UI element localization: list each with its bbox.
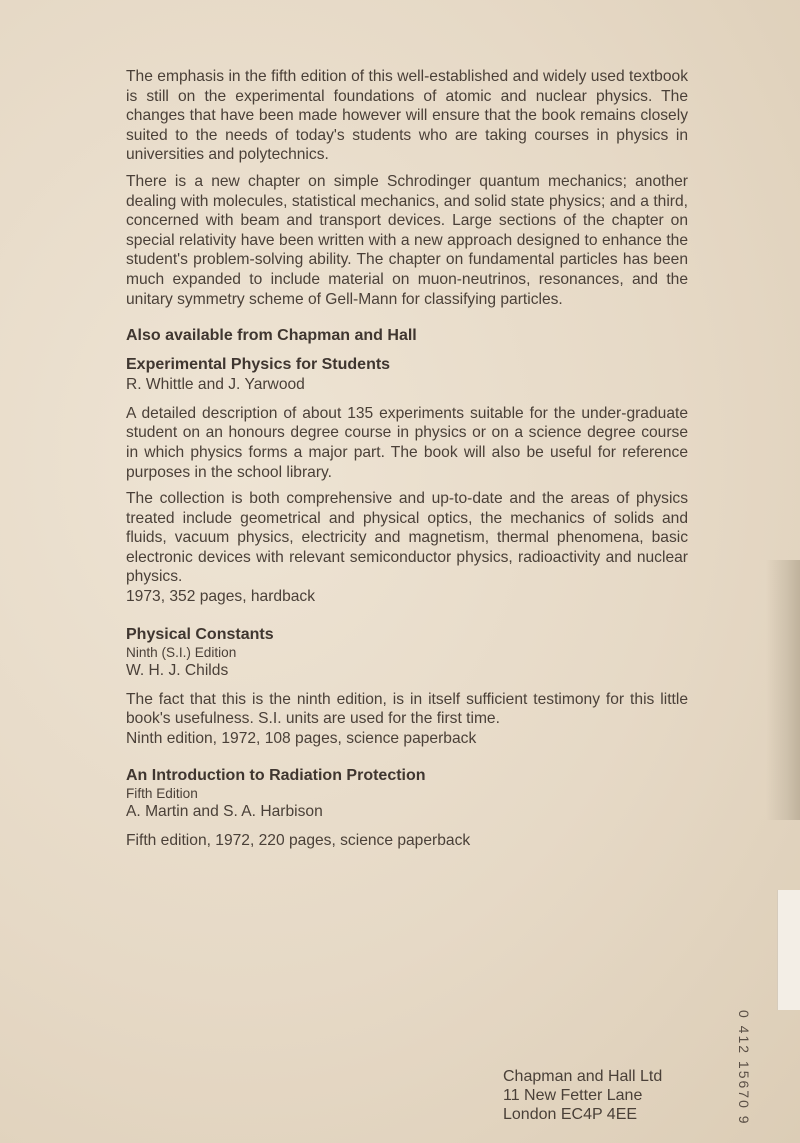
publisher-name: Chapman and Hall Ltd bbox=[503, 1068, 663, 1085]
publisher-street: 11 New Fetter Lane bbox=[503, 1087, 643, 1104]
book-edition: Fifth Edition bbox=[126, 785, 198, 801]
book-details: Fifth edition, 1972, 220 pages, science paperback bbox=[126, 831, 471, 849]
book-details: 1973, 352 pages, hardback bbox=[126, 588, 316, 606]
book-description: A detailed description of about 135 experiments suitable for the under-graduate student on an honours degree course in physics or on a science degree course in which physics forms a major part. The book will also be useful for reference purposes in the school library. bbox=[126, 404, 688, 481]
blurb-content bbox=[126, 67, 688, 850]
book-description: The fact that this is the ninth edition, is in itself sufficient testimony for this little book's usefulness. S.I. units are used for the first time. bbox=[126, 690, 688, 728]
book-details: Ninth edition, 1972, 108 pages, science paperback bbox=[126, 729, 477, 747]
intro-paragraph-1: The emphasis in the fifth edition of this well-established and widely used textbook is still on the experimental foundations of atomic and nuclear physics. The changes that have been made however will ensure that the book remains closely suited to the needs of today's students who are taking courses in physics in universities and polytechnics. bbox=[126, 68, 688, 164]
book-edition: Ninth (S.I.) Edition bbox=[126, 644, 237, 660]
book-authors: W. H. J. Childs bbox=[126, 662, 229, 680]
book-title: Physical Constants bbox=[126, 625, 274, 643]
book-description: The collection is both comprehensive and up-to-date and the areas of physics treated include geometrical and physical optics, the mechanics of solids and fluids, vacuum physics, electricity and magnetism, thermal phenomena, basic electronic devices with relevant semiconductor physics, radioactivity and nuclear physics. bbox=[126, 490, 688, 586]
book-title: An Introduction to Radiation Protection bbox=[126, 766, 426, 784]
book-authors: A. Martin and S. A. Harbison bbox=[126, 803, 323, 821]
edge-stain bbox=[766, 560, 800, 820]
book-authors: R. Whittle and J. Yarwood bbox=[126, 376, 305, 394]
intro-paragraph-2: There is a new chapter on simple Schrodinger quantum mechanics; another dealing with molecules, statistical mechanics, and solid state physics; and a third, concerned with beam and transport devices. Large sections of the chapter on special relativity have been written with a new approach designed to enhance the student's problem-solving ability. The chapter on fundamental particles has been much expanded to include material on muon-neutrinos, resonances, and the unitary symmetry scheme of Gell-Mann for classifying particles. bbox=[126, 172, 688, 308]
also-available-heading: Also available from Chapman and Hall bbox=[126, 327, 417, 345]
label-strip bbox=[777, 890, 800, 1010]
publisher-city: London EC4P 4EE bbox=[503, 1106, 638, 1123]
publisher-address bbox=[503, 1067, 662, 1124]
book-title: Experimental Physics for Students bbox=[126, 356, 391, 374]
isbn-number: 0 412 15670 9 bbox=[736, 1010, 752, 1126]
